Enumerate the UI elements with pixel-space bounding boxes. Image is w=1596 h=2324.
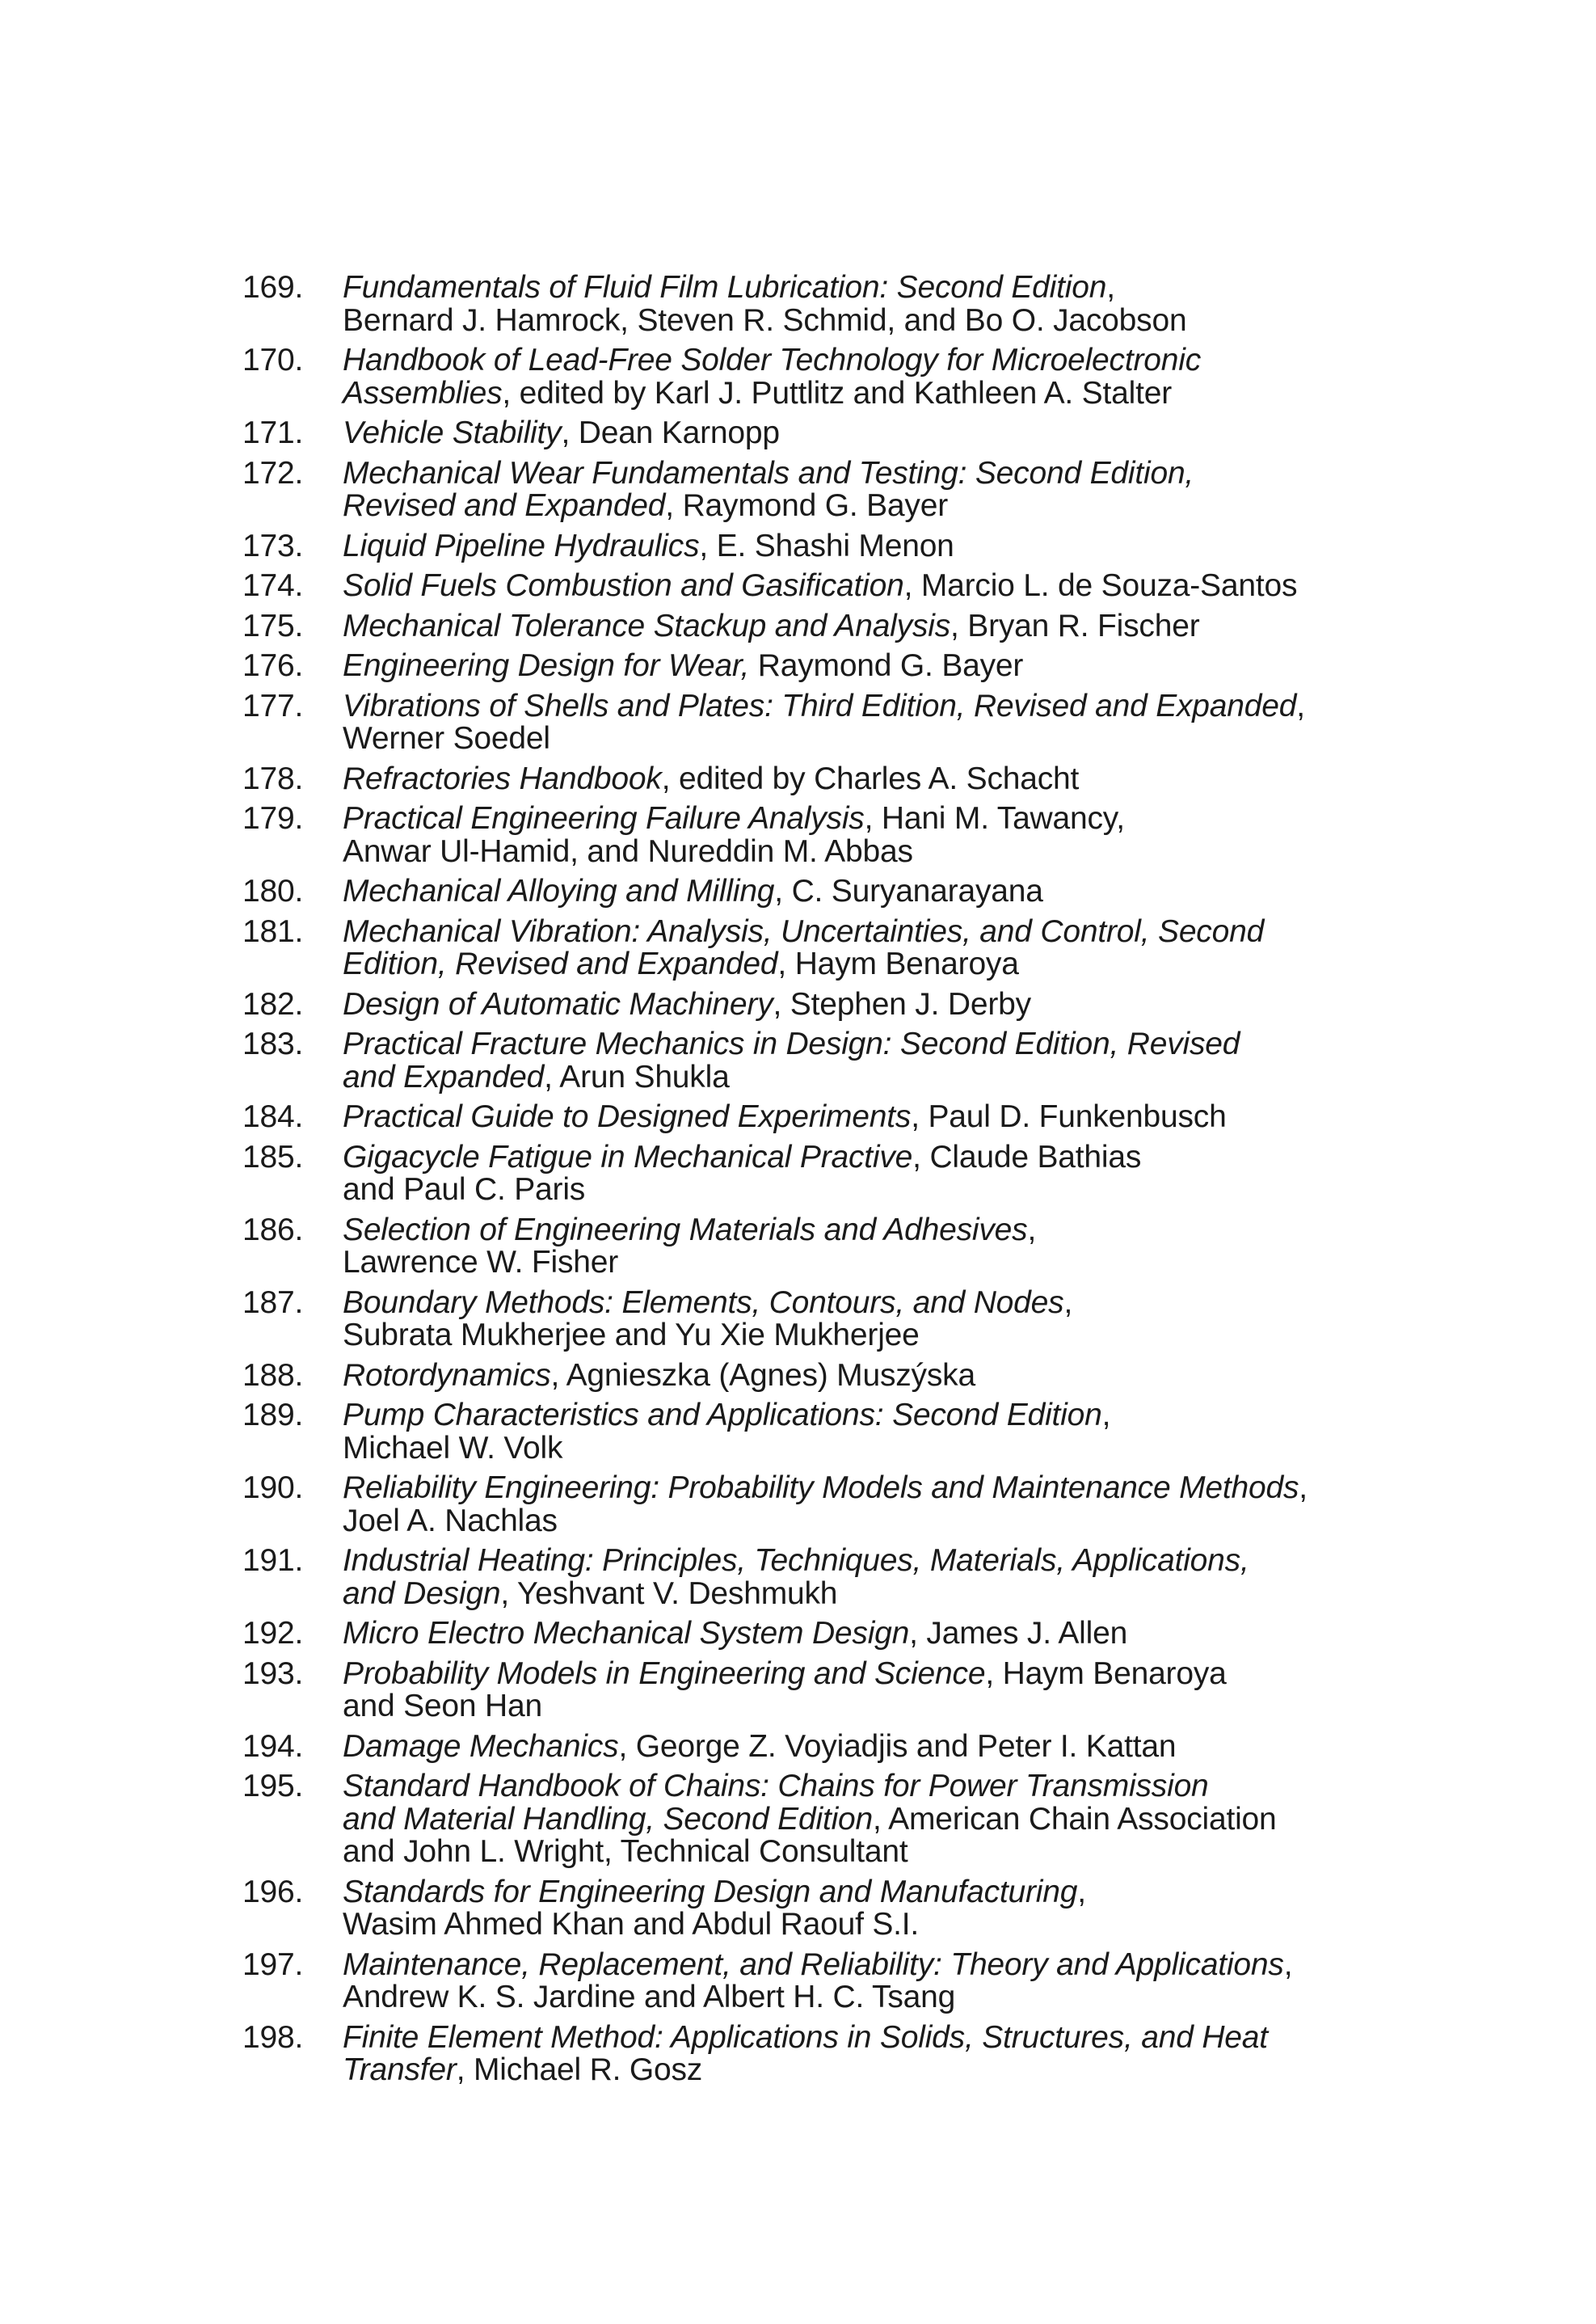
- entry-text: [343, 1728, 1369, 1764]
- entry-text: [343, 803, 1369, 868]
- entry-title: Practical Engineering Failure Analysis: [343, 801, 865, 836]
- list-item: [242, 344, 1374, 410]
- list-item: [242, 570, 1374, 603]
- entry-title: Standards for Engineering Design and Manufacturing: [343, 1874, 1078, 1909]
- entry-title: Standard Handbook of Chains: Chains for Power Transmission and Material Handling, Second Edition: [343, 1769, 1209, 1837]
- entry-title: Mechanical Wear Fundamentals and Testing: Second Edition, Revised and Expanded: [343, 455, 1194, 523]
- entry-title: Mechanical Tolerance Stackup and Analysis: [343, 608, 951, 643]
- entry-authors: , Wasim Ahmed Khan and Abdul Raouf S.I.: [343, 1874, 1086, 1942]
- entry-authors: , Joel A. Nachlas: [343, 1470, 1308, 1538]
- list-item: [242, 875, 1374, 909]
- list-item: [242, 1545, 1374, 1610]
- entry-text: [343, 610, 1369, 643]
- entry-title: Practical Guide to Designed Experiments: [343, 1099, 912, 1134]
- entry-authors: , Agnieszka (Agnes) Muszýska: [550, 1357, 975, 1393]
- entry-text: [343, 1141, 1369, 1207]
- entry-authors: , Stephen J. Derby: [773, 986, 1031, 1022]
- entry-authors: , Bryan R. Fischer: [950, 608, 1200, 643]
- entry-number: 181.: [242, 913, 304, 949]
- entry-number: 190.: [242, 1470, 304, 1505]
- entry-title: Finite Element Method: Applications in Solids, Structures, and Heat Transfer: [343, 2019, 1268, 2087]
- entry-title: Mechanical Alloying and Milling: [343, 874, 775, 909]
- entry-title: Handbook of Lead-Free Solder Technology for Microelectronic Assemblies: [343, 343, 1202, 411]
- entry-number: 185.: [242, 1139, 304, 1175]
- entry-text: [343, 875, 1369, 909]
- entry-title: Design of Automatic Machinery: [343, 986, 773, 1022]
- list-item: [242, 1028, 1374, 1094]
- entry-authors: , Yeshvant V. Deshmukh: [500, 1575, 838, 1611]
- entry-text: [343, 650, 1369, 683]
- list-item: [242, 530, 1374, 563]
- entry-text: [343, 1876, 1369, 1942]
- entry-authors: , Haym Benaroya and Seon Han: [343, 1655, 1227, 1723]
- list-item: [242, 690, 1374, 756]
- entry-text: [343, 570, 1369, 603]
- entry-number: 182.: [242, 986, 304, 1022]
- entry-authors: , C. Suryanarayana: [774, 874, 1043, 909]
- entry-title: Micro Electro Mechanical System Design: [343, 1616, 910, 1651]
- entry-authors: , Raymond G. Bayer: [665, 488, 949, 523]
- list-item: [242, 650, 1374, 683]
- list-item: [242, 1770, 1374, 1869]
- entry-text: [343, 344, 1369, 410]
- entry-title: Engineering Design for Wear,: [343, 648, 750, 683]
- entry-number: 191.: [242, 1543, 304, 1578]
- entry-title: Reliability Engineering: Probability Models and Maintenance Methods: [343, 1470, 1299, 1505]
- entry-authors: , Claude Bathias and Paul C. Paris: [343, 1139, 1142, 1207]
- entry-authors: , Haym Benaroya: [777, 947, 1019, 981]
- entry-number: 171.: [242, 415, 304, 450]
- entry-text: [343, 2019, 1369, 2087]
- list-item: [242, 1284, 1374, 1352]
- book-series-list: [242, 272, 1374, 2094]
- list-item: [242, 2019, 1374, 2087]
- entry-title: Rotordynamics: [343, 1357, 551, 1393]
- entry-title: Refractories Handbook: [343, 761, 662, 796]
- entry-number: 183.: [242, 1027, 304, 1061]
- entry-number: 194.: [242, 1728, 304, 1764]
- entry-authors: , Michael R. Gosz: [456, 2052, 703, 2087]
- entry-text: [343, 1770, 1369, 1869]
- list-item: [242, 1399, 1374, 1465]
- entry-number: 177.: [242, 688, 304, 723]
- entry-title: Maintenance, Replacement, and Reliability: Theory and Applications: [343, 1947, 1284, 1982]
- entry-number: 184.: [242, 1099, 304, 1134]
- entry-authors: , Lawrence W. Fisher: [343, 1212, 1037, 1280]
- entry-authors: , Marcio L. de Souza-Santos: [903, 568, 1298, 603]
- entry-authors: , Dean Karnopp: [561, 415, 780, 450]
- entry-title: Mechanical Vibration: Analysis, Uncertainties, and Control, Second Edition, Revised and Expanded: [343, 913, 1265, 981]
- entry-text: [343, 1284, 1369, 1352]
- entry-authors: , Arun Shukla: [544, 1059, 730, 1095]
- entry-number: 188.: [242, 1357, 304, 1393]
- entry-authors: , Paul D. Funkenbusch: [911, 1099, 1227, 1134]
- entry-title: Boundary Methods: Elements, Contours, and Nodes: [343, 1284, 1064, 1320]
- entry-number: 196.: [242, 1874, 304, 1909]
- entry-number: 186.: [242, 1212, 304, 1247]
- entry-text: [343, 1214, 1369, 1280]
- entry-number: 189.: [242, 1398, 304, 1432]
- list-item: [242, 455, 1374, 523]
- entry-text: [343, 1655, 1369, 1723]
- entry-number: 173.: [242, 528, 304, 563]
- entry-number: 179.: [242, 801, 304, 836]
- entry-number: 192.: [242, 1616, 304, 1651]
- entry-title: Damage Mechanics: [343, 1728, 619, 1764]
- list-item: [242, 986, 1374, 1022]
- list-item: [242, 1728, 1374, 1764]
- entry-authors: , American Chain Association and John L. Wright, Technical Consultant: [343, 1801, 1277, 1869]
- list-item: [242, 272, 1374, 337]
- entry-number: 170.: [242, 343, 304, 377]
- entry-authors: , edited by Charles A. Schacht: [661, 761, 1080, 796]
- entry-number: 187.: [242, 1284, 304, 1320]
- list-item: [242, 1141, 1374, 1207]
- list-item: [242, 1618, 1374, 1651]
- entry-authors: , James J. Allen: [909, 1616, 1128, 1651]
- entry-number: 178.: [242, 761, 304, 796]
- entry-text: [343, 455, 1369, 523]
- entry-text: [343, 1357, 1369, 1393]
- entry-number: 197.: [242, 1947, 304, 1982]
- list-item: [242, 417, 1374, 450]
- entry-number: 175.: [242, 608, 304, 643]
- entry-title: Probability Models in Engineering and Science: [343, 1655, 986, 1691]
- entry-authors: , Bernard J. Hamrock, Steven R. Schmid, and Bo O. Jacobson: [343, 270, 1187, 338]
- entry-text: [343, 1399, 1369, 1465]
- list-item: [242, 1655, 1374, 1723]
- entry-authors: , edited by Karl J. Puttlitz and Kathleen A. Stalter: [502, 375, 1172, 411]
- entry-text: [343, 1101, 1369, 1134]
- list-item: [242, 803, 1374, 868]
- entry-number: 195.: [242, 1769, 304, 1803]
- entry-number: 180.: [242, 874, 304, 909]
- entry-title: Industrial Heating: Principles, Techniques, Materials, Applications, and Design: [343, 1543, 1249, 1611]
- entry-text: [343, 1618, 1369, 1651]
- entry-number: 169.: [242, 270, 304, 305]
- entry-authors: , Subrata Mukherjee and Yu Xie Mukherjee: [343, 1284, 1073, 1352]
- list-item: [242, 763, 1374, 796]
- entry-text: [343, 530, 1369, 563]
- entry-title: Gigacycle Fatigue in Mechanical Practive: [343, 1139, 913, 1175]
- list-item: [242, 1472, 1374, 1537]
- entry-text: [343, 763, 1369, 796]
- entry-authors: , Werner Soedel: [343, 688, 1305, 756]
- entry-authors: , E. Shashi Menon: [699, 528, 954, 563]
- entry-title: Practical Fracture Mechanics in Design: Second Edition, Revised and Expanded: [343, 1027, 1240, 1095]
- entry-title: Pump Characteristics and Applications: Second Edition: [343, 1398, 1102, 1432]
- entry-title: Selection of Engineering Materials and Adhesives: [343, 1212, 1028, 1247]
- entry-text: [343, 986, 1369, 1022]
- entry-text: [343, 690, 1369, 756]
- list-item: [242, 913, 1374, 981]
- entry-number: 174.: [242, 568, 304, 603]
- entry-text: [343, 1028, 1369, 1094]
- entry-text: [343, 1472, 1369, 1537]
- entry-title: Solid Fuels Combustion and Gasification: [343, 568, 904, 603]
- list-item: [242, 1214, 1374, 1280]
- entry-text: [343, 1545, 1369, 1610]
- entry-number: 198.: [242, 2019, 304, 2055]
- entry-title: Vehicle Stability: [343, 415, 562, 450]
- entry-title: Liquid Pipeline Hydraulics: [343, 528, 700, 563]
- list-item: [242, 1949, 1374, 2014]
- entry-number: 172.: [242, 455, 304, 491]
- entry-title: Vibrations of Shells and Plates: Third Edition, Revised and Expanded: [343, 688, 1297, 723]
- list-item: [242, 1101, 1374, 1134]
- list-item: [242, 610, 1374, 643]
- entry-text: [343, 417, 1369, 450]
- entry-authors: , Andrew K. S. Jardine and Albert H. C. Tsang: [343, 1947, 1293, 2014]
- entry-number: 193.: [242, 1655, 304, 1691]
- list-item: [242, 1876, 1374, 1942]
- list-item: [242, 1357, 1374, 1393]
- entry-text: [343, 272, 1369, 337]
- entry-authors: , George Z. Voyiadjis and Peter I. Kattan: [618, 1728, 1177, 1764]
- entry-authors: , Michael W. Volk: [343, 1398, 1111, 1466]
- entry-number: 176.: [242, 648, 304, 683]
- entry-text: [343, 913, 1369, 981]
- entry-title: Fundamentals of Fluid Film Lubrication: Second Edition: [343, 270, 1107, 305]
- entry-authors: , Hani M. Tawancy, Anwar Ul-Hamid, and Nureddin M. Abbas: [343, 801, 1125, 869]
- entry-authors: Raymond G. Bayer: [749, 648, 1024, 683]
- entry-text: [343, 1949, 1369, 2014]
